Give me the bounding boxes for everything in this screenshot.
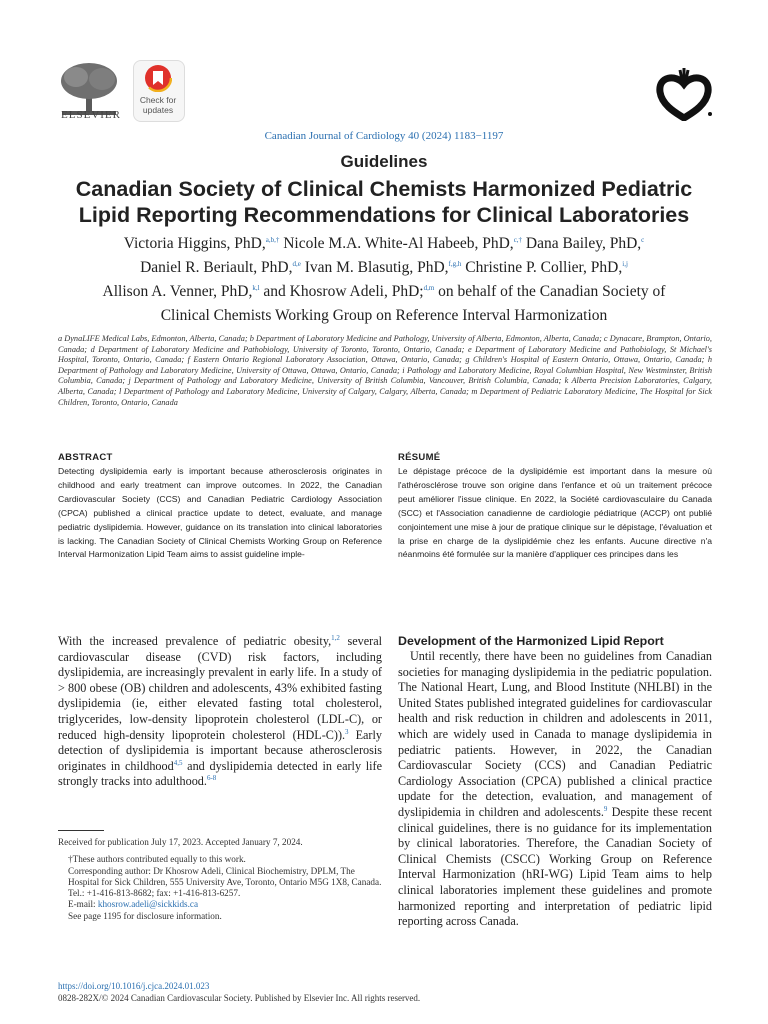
- article-title: [30, 176, 738, 228]
- page-footer: [58, 981, 718, 1004]
- author-name: Allison A. Venner, PhD,: [102, 283, 253, 300]
- journal-heart-logo: [654, 66, 714, 121]
- intro-text: several cardiovascular disease (CVD) risk factors, including dyslipidemia, are increasingly prevalent in early life. In a study of > 800 obese (OB) children and adolescents, 43% exhibited fasting dyslipidemia (ie, either elevated fasting total cholesterol, triglycerides, low-density lipoprotein cholesterol (LDL-C), or reduced high-density lipoprotein cholesterol (HDL-C)).: [58, 634, 382, 742]
- author-affil-sup[interactable]: a,b,†: [265, 235, 280, 244]
- disclosure-note: See page 1195 for disclosure information.: [68, 910, 222, 921]
- author-line-4: [30, 304, 738, 328]
- email-label: E-mail:: [68, 899, 98, 910]
- development-text: Despite these recent clinical guidelines, there is no guidance for its implementation by clinical laboratories. Therefore, the Canadian Society of Clinical Chemists (CSCC) Working Group on Reference Interval Harmonization (hRI-WG) Lipid Team aims to help clinical laboratories implement these guidelines and promote harmonized reporting and interpretation of pediatric lipid reporting across Canada.: [398, 804, 712, 929]
- citation-link[interactable]: 3: [345, 727, 349, 736]
- citation-link[interactable]: 4,5: [173, 758, 183, 767]
- author-name: Christine P. Collier, PhD,: [461, 259, 623, 276]
- crossmark-icon: [144, 64, 172, 92]
- intro-text: With the increased prevalence of pediatric obesity,: [58, 634, 332, 648]
- corresponding-note: [58, 866, 382, 900]
- author-affil-sup[interactable]: f,g,h: [448, 259, 462, 268]
- author-list: [30, 232, 738, 328]
- email-link[interactable]: khosrow.adeli@sickkids.ca: [97, 899, 199, 910]
- author-line-3: [30, 280, 738, 304]
- citation-link[interactable]: 6-8: [206, 774, 217, 783]
- author-group: Clinical Chemists Working Group on Reference Interval Harmonization: [160, 307, 608, 324]
- corresponding-text: Corresponding author: Dr Khosrow Adeli, Clinical Biochemistry, DPLM, The Hospital for Sick Children, 555 University Ave, Toronto, Ontario M5G 1X8, Canada. Tel.: +1-416-813-8682; fax: +1-416-813-6257.: [68, 865, 382, 899]
- author-name: Nicole M.A. White-Al Habeeb, PhD,: [279, 235, 514, 252]
- author-line-2: [30, 256, 738, 280]
- citation-link[interactable]: 9: [603, 804, 608, 813]
- section-heading: Development of the Harmonized Lipid Report: [398, 634, 664, 648]
- elsevier-wordmark: ELSEVIER: [61, 109, 121, 121]
- author-group: on behalf of the Canadian Society of: [434, 283, 666, 300]
- author-affil-sup[interactable]: c: [641, 235, 645, 244]
- intro-text: Early detection of dyslipidemia is important because atherosclerosis originates in childhood: [58, 727, 382, 773]
- abstract-heading: ABSTRACT: [58, 452, 113, 463]
- footnotes: [58, 837, 382, 922]
- abstract-text: Detecting dyslipidemia early is important because atherosclerosis originates in childhood and early treatment can improve outcomes. In 2022, the Canadian Cardiovascular Society (CCS) and Canadian Pediatric Cardiology Association (CPCA) published a clinical practice update to detect, evaluate, and manage pediatric dyslipidemia. However, guidance on its translation into clinical laboratories is lacking. The Canadian Society of Clinical Chemists Working Group on Reference Interval Harmonization Lipid Team aims to assist guideline imple-: [58, 466, 382, 560]
- journal-citation[interactable]: Canadian Journal of Cardiology 40 (2024) 1183−1197: [264, 130, 504, 142]
- author-name: Daniel R. Beriault, PhD,: [140, 259, 293, 276]
- author-affil-sup[interactable]: d,e: [292, 259, 301, 268]
- doi-link[interactable]: https://doi.org/10.1016/j.cjca.2024.01.023: [58, 981, 210, 991]
- affiliations: a DynaLIFE Medical Labs, Edmonton, Alberta, Canada; b Department of Laboratory Medicine and Pathology, University of Alberta, Edmonton, Alberta, Canada; c Dynacare, Brampton, Ontario, Canada; d Department of Laboratory Medicine and Pathobiology, University of Toronto, Toronto, Ontario, Canada; e Department of Laboratory Medicine and Pathobiology, St Michael's Hospital, Toronto, Ontario, Canada; f Eastern Ontario Regional Laboratory Association, Ottawa, Ontario, Canada; g Children's Hospital of Eastern Ontario, Ottawa, Ontario, Canada; h Department of Pathology and Laboratory Medicine, University of Ottawa, Ottawa, Ontario, Canada; i Pathology and Laboratory Medicine, Royal Columbian Hospital, New Westminster, British Columbia, Canada; j Department of Pathology and Laboratory Medicine, University of British Columbia, Vancouver, British Columbia, Canada; k Alberta Precision Laboratories, Calgary, Alberta, Canada; l Department of Pathology and Laboratory Medicine, University of Calgary, Calgary, Alberta, Canada; m Department of Pediatric Laboratory Medicine, The Hospital for Sick Children, Toronto, Ontario, Canada: [58, 334, 712, 407]
- author-affil-sup[interactable]: c,†: [513, 235, 523, 244]
- footnote-divider: [58, 830, 104, 831]
- author-name: and Khosrow Adeli, PhD;: [259, 283, 424, 300]
- article-section-label: Guidelines: [340, 152, 428, 171]
- equal-contribution-note: †These authors contributed equally to this work.: [68, 854, 246, 865]
- intro-paragraph: [58, 634, 382, 790]
- author-affil-sup[interactable]: i,j: [622, 259, 628, 268]
- author-name: Ivan M. Blasutig, PhD,: [300, 259, 449, 276]
- resume-heading: RÉSUMÉ: [398, 452, 441, 463]
- resume-text: Le dépistage précoce de la dyslipidémie est important dans la mesure où l'athérosclérose trouve son origine dans l'enfance et où un traitement précoce peut améliorer l'issue clinique. En 2022, la Société cardiovasculaire du Canada (SCC) et l'Association canadienne de cardiologie pédiatrique (ACCP) ont publié conjointement une mise à jour de pratique clinique sur le dépistage, l'évaluation et la prise en charge de la dyslipidémie chez les enfants. Aucune directive n'a néanmoins été formulée sur la manière d'appliquer ces principes dans les: [398, 466, 712, 560]
- title-line-1: Canadian Society of Clinical Chemists Harmonized Pediatric: [75, 177, 693, 201]
- email-note: [58, 899, 382, 910]
- copyright-line: 0828-282X/© 2024 Canadian Cardiovascular Society. Published by Elsevier Inc. All rights reserved.: [58, 992, 421, 1003]
- title-line-2: Lipid Reporting Recommendations for Clinical Laboratories: [78, 203, 690, 227]
- check-for-updates-label: Check for updates: [139, 95, 177, 115]
- development-text: Until recently, there have been no guidelines from Canadian societies for managing dyslipidemia in the pediatric population. The National Heart, Lung, and Blood Institute (NHLBI) in the United States published integrated guidelines for cardiovascular health and risk reduction in children and adolescents in 2011, which are widely used in Canada to manage dyslipidemia in pediatric patients. However, in 2022, the Canadian Cardiovascular Society (CCS) and Canadian Pediatric Cardiology Association (CPCA) published a clinical practice update for the detection, evaluation, and management of dyslipidemia in children and adolescents.: [398, 649, 712, 819]
- author-affil-sup[interactable]: k,l: [252, 283, 260, 292]
- development-paragraph: [398, 649, 712, 930]
- author-affil-sup[interactable]: d,m: [423, 283, 435, 292]
- intro-text: and dyslipidemia detected in early life strongly tracks into adulthood.: [58, 758, 382, 789]
- resume-block: [398, 452, 712, 562]
- development-section: [398, 634, 712, 930]
- citation-link[interactable]: 1,2: [331, 633, 340, 642]
- received-note: Received for publication July 17, 2023. Accepted January 7, 2024.: [58, 837, 303, 847]
- author-name: Dana Bailey, PhD,: [522, 235, 642, 252]
- author-line-1: [30, 232, 738, 256]
- author-name: Victoria Higgins, PhD,: [123, 235, 266, 252]
- abstract-block: [58, 452, 382, 562]
